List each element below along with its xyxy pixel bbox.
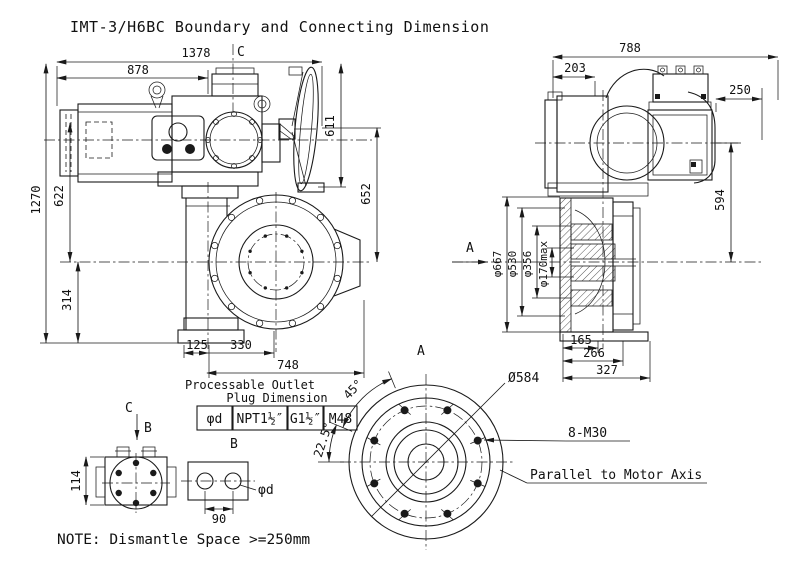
plug-col-g: G1½″ — [289, 412, 322, 427]
plug-col-d: φd — [206, 412, 223, 427]
lifting-eye-icon — [149, 82, 165, 98]
motor-front — [60, 104, 172, 182]
dim-622: 622 — [52, 185, 66, 207]
side-view — [452, 41, 778, 382]
detail-view-b — [181, 437, 274, 526]
plug-col-npt: NPT1½″ — [236, 412, 284, 427]
outlet-label: Processable Outlet — [184, 378, 316, 392]
front-dimensions — [29, 45, 381, 392]
detail-b-hole-label: φd — [258, 483, 274, 498]
dia-530: φ530 — [506, 250, 519, 278]
dim-314: 314 — [60, 289, 74, 311]
dim-1378: 1378 — [181, 46, 211, 60]
view-a-label: A — [417, 344, 425, 359]
top-cover-box — [212, 74, 258, 96]
side-housing — [545, 66, 715, 196]
detail-b-label: B — [230, 437, 238, 452]
handwheel-rim-top — [289, 67, 302, 75]
dim-1270: 1270 — [29, 185, 43, 215]
cone-adapter — [334, 229, 360, 296]
dim-652: 652 — [359, 183, 373, 205]
dim-266: 266 — [583, 346, 605, 360]
dim-327: 327 — [596, 363, 618, 377]
detail-c-label: C — [125, 401, 133, 416]
axis-note-label: Parallel to Motor Axis — [530, 468, 703, 483]
dim-203: 203 — [564, 61, 586, 75]
view-a-flange — [311, 344, 707, 550]
angle-22-5-label: 22.5° — [310, 420, 336, 460]
angle-45-label: 45° — [340, 376, 366, 402]
output-column — [182, 186, 238, 330]
terminal-box — [653, 74, 708, 102]
dim-165: 165 — [570, 333, 592, 347]
dia-170max: φ170max — [537, 240, 550, 288]
plug-table-title: Plug Dimension — [226, 391, 328, 405]
dia-356: φ356 — [521, 250, 534, 278]
dim-330: 330 — [230, 338, 252, 352]
dim-748: 748 — [277, 358, 299, 372]
motor-end — [648, 110, 712, 180]
side-dimensions — [452, 41, 778, 382]
plug-col-m: M48 — [328, 412, 353, 427]
detail-view-c — [69, 401, 176, 513]
gearbox-front — [149, 68, 270, 186]
dim-594: 594 — [713, 189, 727, 211]
handwheel-front — [262, 66, 324, 192]
dia-584-label: Ø584 — [508, 371, 540, 386]
section-label-c-top: C — [237, 45, 245, 60]
dia-667: φ667 — [491, 250, 504, 278]
dim-90: 90 — [211, 512, 227, 526]
dim-611: 611 — [323, 115, 337, 137]
dim-125: 125 — [186, 338, 208, 352]
dim-788: 788 — [619, 41, 641, 55]
drawing-note: NOTE: Dismantle Space >=250mm — [57, 532, 311, 548]
flange-section — [560, 198, 648, 341]
front-view — [29, 44, 381, 392]
dim-250: 250 — [729, 83, 751, 97]
drawing-title: IMT-3/H6BC Boundary and Connecting Dimension — [70, 18, 490, 36]
bolt-spec-label: 8-M30 — [568, 426, 608, 441]
detail-c-arrow-label: B — [144, 421, 152, 436]
dim-114: 114 — [69, 470, 83, 492]
section-a-label: A — [466, 241, 474, 256]
dim-878: 878 — [127, 63, 149, 77]
